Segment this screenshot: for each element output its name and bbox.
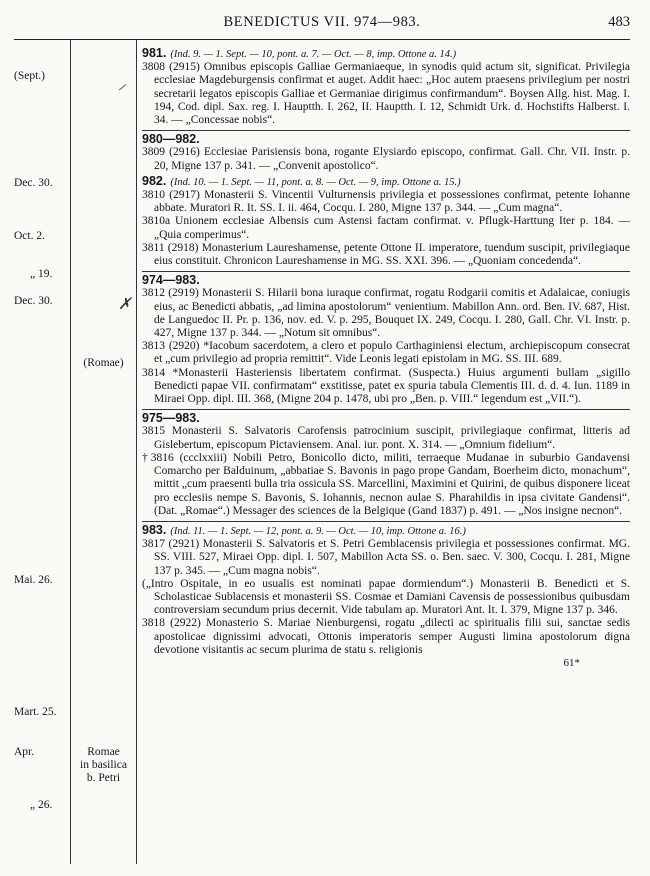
margin-place: Romae xyxy=(87,746,120,758)
section-rule xyxy=(142,521,630,522)
entry-3816: †3816 (ccclxxiii) Nobili Petro, Bonicollo dicto, militi, terraeque Mudanae in suburbio Gandavensi Comarcho per Balduinum, „abbatiae S. Bavonis in pago prope Gandam, Boerheim dicto, monachum“, mittit „cum praesenti bulla tria ossicula SS. Marcellini, Maximini et Quirini, de quibus disponere liceat pro ecclesiis nempe S. Bavonis, S. Iohannis, necnon aulae S. Pharahildis in ipsa civitate Gandensi“. (Dat. „Romae“.) Messager des sciences de la Belgique (Gand 1837) p. 491. — „Nos insigne necnon“. xyxy=(142,451,630,517)
margin-date: (Sept.) xyxy=(14,70,45,82)
section-heading-974-983: 974—983. xyxy=(142,273,200,288)
page-header xyxy=(14,14,630,40)
entry-3810: 3810 (2917) Monasterii S. Vincentii Vulturnensis privilegia et possessiones confirmat, petente Iohanne abbate. Muratori R. It. SS. I. ii. 464, Cocqu. I. 280, Migne 137 p. 344. — „Cum magna“. xyxy=(142,189,630,215)
section-heading-983: 983. (Ind. 11. — 1. Sept. — 12, pont. a. 9. — Oct. — 10, imp. Ottone a. 16.) xyxy=(142,522,466,537)
margin-date: „ 19. xyxy=(30,268,53,280)
margin-place: (Romae) xyxy=(83,357,124,369)
entry-3808: 3808 (2915) Omnibus episcopis Galliae Germaniaeque, in synodis quid actum sit, significat. Privilegia ecclesiae Magdeburgensis confirmat et auget. Addit haec: „Hoc autem praesens privilegium per nostri secretarii legatos episcopis Galliae et Germaniae dirigimus confirmandum“. Boysen Allg. hist. Mag. I. 194, Cod. dipl. Sax. reg. I. Hauptth. I. 262, II. Hauptth. I. 12, Schmidt Urk. d. Hochstifts Halberst. I. 34. — „Concessae nobis“. xyxy=(142,61,630,127)
page-number: 483 xyxy=(608,14,630,30)
entry-3810a: 3810a Unionem ecclesiae Albensis cum Astensi factam confirmat. v. Pflugk-Harttung Iter p. 184. — „Quia comperimus“. xyxy=(142,215,630,241)
section-rule xyxy=(142,271,630,272)
section-heading-980-982: 980—982. xyxy=(142,132,200,147)
entry-3814: 3814 *Monasterii Hasteriensis libertatem confirmat. (Suspecta.) Huius argumenti bullam „sigillo Benedicti papae VII. confirmatam“ exstitisse, patet ex spuria tabula Clementis III. d. d. 4. Iun. 1189 in Miraei Opp. dipl. III. 368, (Migne 204 p. 1478, ubi pro „Ben. p. VIII.“ legendum est „VII.“). xyxy=(142,366,630,406)
margin-date: Oct. 2. xyxy=(14,230,45,242)
margin-date: Apr. xyxy=(14,746,35,758)
signature-mark: 61* xyxy=(563,656,580,669)
entry-3809: 3809 (2916) Ecclesiae Parisiensis bona, rogante Elysiardo episcopo, confirmat. Gall. Chr. VII. Instr. p. 20, Migne 137 p. 341. — „Convenit apostolico“. xyxy=(142,146,630,172)
entry-3811: 3811 (2918) Monasterium Laureshamense, petente Ottone II. imperatore, tuendum suscipit, privilegiaque eius constituit. Chronicon Laureshamense in MG. SS. XXI. 396. — „Quoniam concedenda“. xyxy=(142,241,630,268)
entry-intro-ospitale: („Intro Ospitale, in eo usualis est nominati papae dormiendum“.) Monasterii B. Benedicti et S. Scholasticae Sublacensis et monasterii SS. Cosmae et Damiani Cavensis de possessionibus quibusdam controversiam secundum prius decernit. Vide tabulam ap. Muratori Ant. It. I. 379, Migne 137 p. 346. xyxy=(142,577,630,617)
pencil-mark-icon: ⸝ xyxy=(118,76,127,93)
date-column-rule xyxy=(70,40,71,864)
entry-3812: 3812 (2919) Monasterii S. Hilarii bona iuraque confirmat, rogatu Rodgarii comitis et Adalaicae, coniugis eius, ac Benedicti abbatis, „ad limina apostolorum“ venientium. Mabillon Ann. ord. Ben. IV. 687, Hist. de Languedoc II. Pr. p. 136, nov. ed. V. p. 295, Bouquet IX. 249, Cocqu. I. 280, Gall. Chr. VI. Instr. p. 427, Migne 137 p. 344. — „Notum sit omnibus“. xyxy=(142,287,630,340)
entry-3818: 3818 (2922) Monasterio S. Mariae Nienburgensi, rogatu „dilecti ac spiritualis filii sui, sanctae sedis apostolicae dignissimi advocati, Ottonis imperatoris semper Augusti limina apostolorum digna devotione visitantis ac secum plurima de statu s. religionis xyxy=(142,617,630,656)
margin-date: Dec. 30. xyxy=(14,177,53,189)
entry-3817: 3817 (2921) Monasterii S. Salvatoris et S. Petri Gemblacensis privilegia et possessiones confirmat. MG. SS. VIII. 527, Miraei Opp. dipl. I. 507, Mabillon Acta SS. o. Ben. saec. V. 300, Cocqu. I. 281, Migne 137 p. 345. — „Cum magna nobis“. xyxy=(142,538,630,577)
section-rule xyxy=(142,409,630,410)
pencil-mark-icon: ✗ xyxy=(118,296,132,313)
margin-date: Dec. 30. xyxy=(14,295,53,307)
margin-date: Mart. 25. xyxy=(14,706,57,718)
margin-date: Mai. 26. xyxy=(14,574,53,586)
section-heading-975-983: 975—983. xyxy=(142,411,200,426)
header-rule xyxy=(14,39,630,40)
entry-3815: 3815 Monasterii S. Salvatoris Carofensis patrocinium suscipit, privilegiaque confirmat, litteris ad Gislebertum, episcopum Pictaviensem. Anal. iur. pont. X. 314. — „Omnium fidelium“. xyxy=(142,425,630,451)
margin-place: in basilica xyxy=(80,759,127,771)
margin-date: „ 26. xyxy=(30,799,53,811)
entry-3813: 3813 (2920) *Iacobum sacerdotem, a clero et populo Carthaginiensi electum, archiepiscopum consecrat et „cum privilegio ad propria remittit“. Vide Leonis legati epistolam in MG. SS. III. 689. xyxy=(142,340,630,366)
section-heading-982: 982. (Ind. 10. — 1. Sept. — 11, pont. a. 8. — Oct. — 9, imp. Ottone a. 15.) xyxy=(142,173,461,188)
section-rule xyxy=(142,130,630,131)
place-column-rule xyxy=(136,40,137,864)
margin-place: b. Petri xyxy=(86,772,121,784)
running-title: BENEDICTUS VII. 974—983. xyxy=(223,14,421,30)
register-body xyxy=(142,47,630,670)
section-heading-981: 981. (Ind. 9. — 1. Sept. — 10, pont. a. 7. — Oct. — 8, imp. Ottone a. 14.) xyxy=(142,46,457,60)
